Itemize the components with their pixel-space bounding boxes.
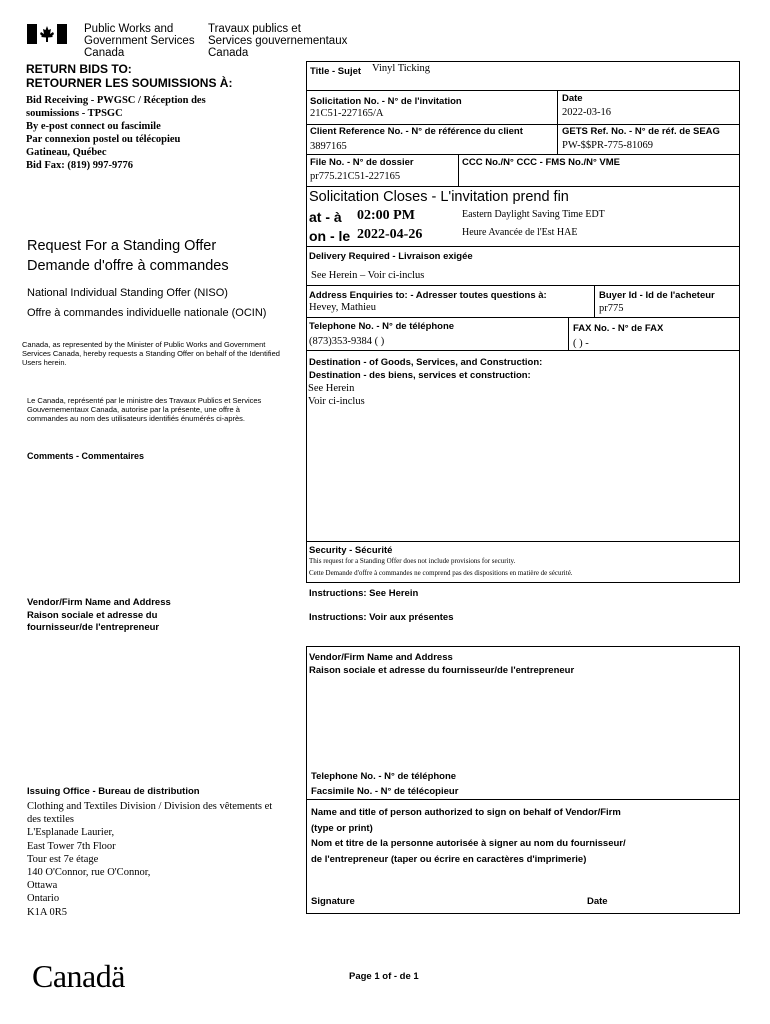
issuing-line: Tour est 7e étage: [27, 853, 99, 865]
client-ref-value: 3897165: [310, 141, 347, 152]
divider: [594, 285, 595, 317]
issuing-line: East Tower 7th Floor: [27, 840, 116, 852]
comments-label: Comments - Commentaires: [27, 451, 145, 461]
destination-label: [309, 356, 542, 382]
divider: [306, 317, 740, 318]
dept-name-en-line: Canada: [84, 47, 125, 59]
ccc-no-label: CCC No./N° CCC - FMS No./N° VME: [462, 157, 621, 168]
offer-type-fr: Offre à commandes individuelle nationale (OCIN): [27, 307, 267, 319]
offer-type: [27, 283, 266, 323]
request-paragraph-en: Canada, as represented by the Minister of Public Works and Government Services Canada, hereby requests a Standing Offer on behalf of the Identified Users herein.: [22, 340, 280, 367]
dept-name-fr-line: Travaux publics et: [208, 23, 301, 35]
destination-value-fr: Voir ci-inclus: [308, 396, 365, 407]
return-bids-line: Bid Fax: (819) 997-9776: [26, 160, 134, 171]
destination-value-en: See Herein: [308, 383, 355, 394]
fax-label: FAX No. - N° de FAX: [573, 323, 664, 334]
issuing-line: des textiles: [27, 814, 74, 826]
destination-label-fr: Destination - des biens, services et construction:: [309, 370, 531, 381]
divider: [306, 799, 740, 800]
authorized-signer-line: Name and title of person authorized to sign on behalf of Vendor/Firm: [311, 807, 621, 818]
signature-label: Signature: [311, 896, 355, 907]
request-paragraph-fr: Le Canada, représenté par le ministre des Travaux Publics et Services Gouvernementaux Canada, autorise par la présente, une offre à commandes au nom des utilisateurs identifiés énumérés ci-après.: [27, 396, 262, 423]
request-title-en: Request For a Standing Offer: [27, 238, 217, 254]
divider: [557, 90, 558, 124]
closes-title: Solicitation Closes - L'invitation prend fin: [309, 189, 569, 205]
page-number: Page 1 of - de 1: [349, 971, 419, 982]
divider: [306, 186, 740, 187]
vendor-box-label-en: Vendor/Firm Name and Address: [309, 652, 453, 663]
timezone-en: Eastern Daylight Saving Time EDT: [462, 209, 605, 220]
dept-name-fr-line: Services gouvernementaux: [208, 35, 348, 47]
return-bids-line: By e-post connect ou fascimile: [26, 121, 161, 132]
at-label: at - à: [309, 209, 342, 225]
issuing-office-label: Issuing Office - Bureau de distribution: [27, 786, 200, 797]
vendor-label-line: fournisseur/de l'entrepreneur: [27, 622, 160, 633]
destination-value: [308, 382, 365, 408]
return-bids-address: [26, 94, 206, 172]
authorized-signer-line: Nom et titre de la personne autorisée à signer au nom du fournisseur/: [311, 838, 626, 849]
return-bids-line: Par connexion postel ou télécopieu: [26, 134, 181, 145]
delivery-label: Delivery Required - Livraison exigée: [309, 251, 473, 262]
divider: [557, 124, 558, 154]
return-bids-line: Gatineau, Québec: [26, 147, 107, 158]
instructions-fr: Instructions: Voir aux présentes: [309, 612, 454, 623]
return-bids-line: soumissions - TPSGC: [26, 108, 123, 119]
fax-value: ( ) -: [573, 338, 589, 349]
close-date-value: 2022-04-26: [357, 227, 423, 242]
issuing-line: Ottawa: [27, 880, 58, 892]
vendor-box-label: [309, 651, 574, 677]
date-label: Date: [562, 93, 583, 104]
issuing-line: L'Esplanade Laurier,: [27, 827, 115, 839]
dept-name-en: [84, 23, 195, 59]
request-title: [27, 236, 229, 276]
timezone-fr: Heure Avancée de l'Est HAE: [462, 227, 578, 238]
file-no-label: File No. - N° de dossier: [310, 157, 414, 168]
authorized-signer-line: (type or print): [311, 822, 373, 834]
divider: [306, 541, 740, 542]
issuing-line: K1A 0R5: [27, 906, 67, 918]
dept-name-fr-line: Canada: [208, 47, 249, 59]
request-title-fr: Demande d'offre à commandes: [27, 258, 229, 274]
authorized-signer-label: [311, 805, 626, 867]
delivery-value: See Herein – Voir ci-inclus: [311, 270, 425, 281]
solicitation-label: Solicitation No. - N° de l'invitation: [310, 96, 462, 107]
close-time-value: 02:00 PM: [357, 208, 415, 223]
vendor-label-line: Raison sociale et adresse du: [27, 609, 158, 621]
solicitation-value: 21C51-227165/A: [310, 108, 384, 119]
gets-ref-label: GETS Ref. No. - N° de réf. de SEAG: [562, 126, 720, 137]
return-bids-title-fr: RETOURNER LES SOUMISSIONS À:: [26, 76, 233, 90]
issuing-line: Ontario: [27, 893, 60, 905]
return-bids-heading: [26, 62, 232, 90]
gc-flag-icon: [27, 24, 67, 44]
vendor-box-label-fr: Raison sociale et adresse du fournisseur/de l'entrepreneur: [309, 665, 575, 676]
divider: [568, 317, 569, 350]
instructions-en: Instructions: See Herein: [309, 588, 419, 599]
vendor-label-line: Vendor/Firm Name and Address: [27, 597, 171, 608]
vendor-label-left: [27, 597, 171, 635]
canada-wordmark: Canadä: [32, 958, 125, 994]
issuing-office-address: [27, 800, 297, 919]
client-ref-label: Client Reference No. - N° de référence du client: [310, 126, 523, 137]
vendor-fax-label: Facsimile No. - N° de télécopieur: [311, 786, 459, 797]
buyer-id-value: pr775: [599, 303, 624, 314]
divider: [306, 154, 740, 155]
return-bids-title-en: RETURN BIDS TO:: [26, 62, 132, 76]
offer-type-en: National Individual Standing Offer (NISO): [27, 287, 228, 299]
return-bids-line: Bid Receiving - PWGSC / Réception des: [26, 95, 206, 106]
telephone-label: Telephone No. - N° de téléphone: [309, 321, 455, 332]
divider: [306, 350, 740, 351]
title-value: Vinyl Ticking: [372, 63, 431, 74]
security-text-en: This request for a Standing Offer does not include provisions for security.: [309, 557, 516, 565]
vendor-telephone-label: Telephone No. - N° de téléphone: [311, 771, 457, 782]
divider: [306, 90, 740, 91]
security-text-fr: Cette Demande d'offre à commandes ne comprend pas des dispositions en matière de sécurité.: [309, 569, 573, 577]
authorized-signer-line: de l'entrepreneur (taper ou écrire en caractères d'imprimerie): [311, 853, 587, 865]
issuing-line: Clothing and Textiles Division / Division des vêtements et: [27, 801, 273, 812]
signature-date-label: Date: [587, 896, 608, 907]
buyer-id-label: Buyer Id - Id de l'acheteur: [599, 290, 715, 301]
address-enquiries-label: Address Enquiries to: - Adresser toutes questions à:: [309, 290, 547, 301]
security-label: Security - Sécurité: [309, 545, 393, 556]
divider: [306, 124, 740, 125]
dept-name-en-line: Government Services: [84, 35, 195, 47]
issuing-line: 140 O'Connor, rue O'Connor,: [27, 867, 151, 879]
date-value: 2022-03-16: [562, 107, 611, 118]
on-label: on - le: [309, 228, 351, 244]
address-enquiries-value: Hevey, Mathieu: [309, 302, 376, 313]
dept-name-en-line: Public Works and: [84, 23, 174, 35]
divider: [306, 285, 740, 286]
divider: [306, 246, 740, 247]
title-label: Title - Sujet: [310, 66, 362, 77]
file-no-value: pr775.21C51-227165: [310, 171, 401, 182]
telephone-value: (873)353-9384 ( ): [309, 336, 385, 347]
destination-label-en: Destination - of Goods, Services, and Construction:: [309, 357, 543, 368]
gets-ref-value: PW-$$PR-775-81069: [562, 140, 654, 151]
divider: [458, 154, 459, 186]
dept-name-fr: [208, 23, 347, 59]
